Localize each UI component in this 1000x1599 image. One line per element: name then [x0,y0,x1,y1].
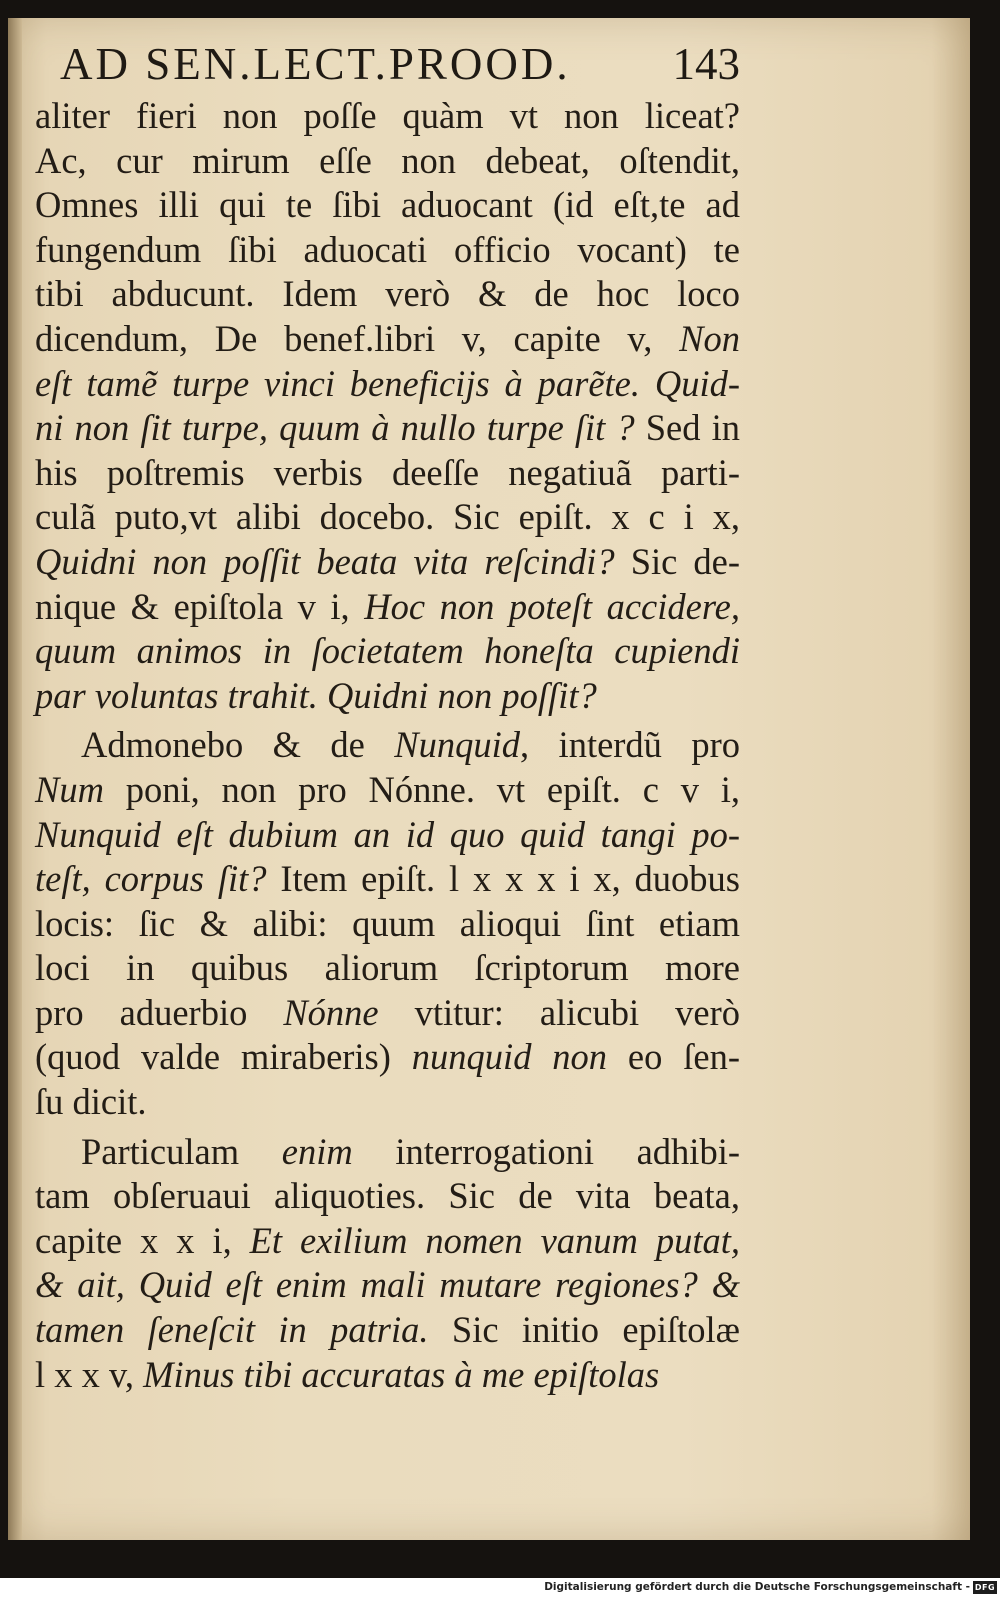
running-head-title: AD SEN.LECT.PROOD. [60,39,571,89]
text-run: fungendum ſibi aduocati officio vocant) te [35,228,740,270]
italic-quote: Et exilium nomen vanum putat, [249,1219,740,1261]
italic-quote: & ait, Quid eſt enim mali mutare regiones? & [35,1264,740,1306]
body-text [35,94,740,1397]
italic-quote: ni non ſit turpe, quum à nullo turpe ſit ? [35,407,635,449]
text-run: ſu dicit. [35,1081,147,1123]
text-line [35,629,740,674]
dfg-logo-icon: DFG [974,1583,996,1592]
text-run: tam obſeruaui aliquoties. Sic de vita beata, [35,1175,740,1217]
funding-credit: Digitalisierung gefördert durch die Deutsche Forschungsgemeinschaft - [544,1581,970,1593]
text-line [35,902,740,947]
text-line [35,1353,740,1398]
text-run: Admonebo & de [81,724,395,766]
text-line [35,1035,740,1080]
text-line [35,768,740,813]
text-line [35,451,740,496]
italic-quote: Nunquid eſt dubium an id quo quid tangi po- [35,813,740,855]
text-run: pro aduerbio [35,991,284,1033]
text-run: capite x x i, [35,1219,250,1261]
italic-quote: Nunquid [394,724,521,766]
italic-quote: Minus tibi accuratas à me epiſtolas [143,1353,660,1395]
book-page [8,18,970,1540]
text-run: loci in quibus aliorum ſcriptorum more [35,947,740,989]
text-run: Sed in [634,407,740,449]
text-line [35,362,740,407]
italic-quote: Hoc non poteſt accidere, [364,585,740,627]
text-line [35,674,740,719]
text-run: (quod valde miraberis) [35,1036,412,1078]
text-run: interrogationi adhibi- [352,1130,740,1172]
text-line [35,1219,740,1264]
italic-quote: Num [35,768,104,810]
text-line [35,723,740,768]
text-run: Sic de- [614,540,741,582]
text-run: locis: ſic & alibi: quum alioqui ſint etiam [35,902,740,944]
text-line [35,857,740,902]
italic-quote: eſt tamẽ turpe vinci beneficijs à parẽte. Quid- [35,362,740,404]
text-run: eo ſen- [607,1036,740,1078]
text-line [35,406,740,451]
text-run: nique & epiſtola v i, [35,585,365,627]
text-line [35,1263,740,1308]
text-run: Particulam [81,1130,282,1172]
text-run: Item epiſt. l x x x i x, duobus [266,858,741,900]
running-head [60,38,740,94]
text-line [35,1174,740,1219]
text-run: aliter fieri non poſſe quàm vt non liceat? [35,95,740,136]
page-number: 143 [672,39,740,89]
text-run: Ac, cur mirum eſſe non debeat, oſtendit, [35,139,740,181]
text-run: his poſtremis verbis deeſſe negatiuã parti- [35,451,740,493]
italic-quote: Nónne [283,991,379,1033]
italic-quote: Non [679,317,740,359]
italic-quote: teſt, corpus ſit? [35,858,267,900]
text-run: poni, non pro Nónne. vt epiſt. c v i, [103,768,740,810]
italic-quote: Quidni non poſſit beata vita reſcindi? [35,540,615,582]
text-line [35,495,740,540]
italic-quote: quum animos in ſocietatem honeſta cupiendi [35,630,740,672]
text-line [35,183,740,228]
text-line [35,139,740,184]
text-line [35,540,740,585]
text-run: tibi abducunt. Idem verò & de hoc loco [35,273,740,315]
footer-bar [0,1578,1000,1599]
page-gutter-shadow [8,18,22,1540]
text-line [35,272,740,317]
text-line [35,946,740,991]
italic-quote: tamen ſeneſcit in patria. [35,1309,429,1351]
text-line [35,1308,740,1353]
text-line [35,813,740,858]
italic-quote: nunquid non [411,1036,608,1078]
text-run: dicendum, De benef.libri v, capite v, [35,317,680,359]
italic-quote: enim [281,1130,353,1172]
italic-quote: par voluntas trahit. Quidni non poſſit? [35,674,597,716]
text-line [35,228,740,273]
text-line [35,585,740,630]
text-run: culã puto,vt alibi docebo. Sic epiſt. x c i x, [35,496,740,538]
text-run: vtitur: alicubi verò [378,991,740,1033]
text-line [35,1080,740,1125]
text-run: , interdũ pro [520,724,740,766]
text-run: Sic initio epiſtolæ [428,1309,740,1351]
text-run: Omnes illi qui te ſibi aduocant (id eſt,te ad [35,184,740,226]
text-line [35,1130,740,1175]
text-line [35,991,740,1036]
text-run: l x x v, [35,1353,144,1395]
text-line [35,94,740,139]
text-line [35,317,740,362]
